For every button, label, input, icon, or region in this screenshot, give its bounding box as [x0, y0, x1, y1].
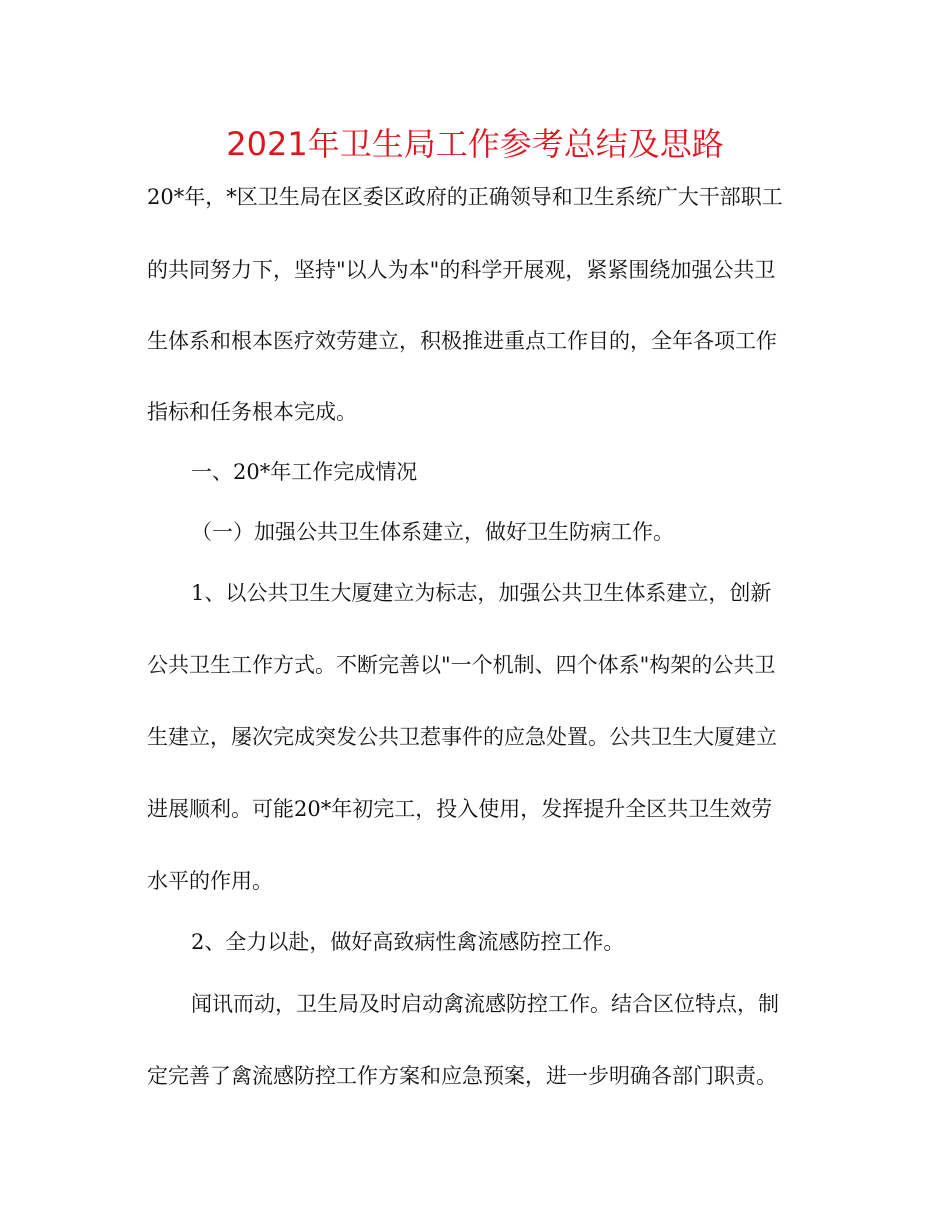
paragraph-line: 水平的作用。 — [147, 869, 273, 893]
subsection-heading: （一）加强公共卫生体系建立，做好卫生防病工作。 — [191, 520, 674, 544]
paragraph-line: 20*年，*区卫生局在区委区政府的正确领导和卫生系统广大干部职工 — [147, 185, 783, 209]
document-title: 2021年卫生局工作参考总结及思路 — [226, 125, 724, 163]
paragraph-line: 1、以公共卫生大厦建立为标志，加强公共卫生体系建立，创新 — [191, 581, 772, 605]
paragraph-line: 定完善了禽流感防控工作方案和应急预案，进一步明确各部门职责。 — [147, 1064, 777, 1088]
paragraph-line: 指标和任务根本完成。 — [147, 400, 357, 424]
paragraph-line: 的共同努力下，坚持"以人为本"的科学开展观，紧紧围绕加强公共卫 — [147, 258, 776, 282]
numbered-heading: 2、全力以赴，做好高致病性禽流感防控工作。 — [191, 930, 625, 954]
paragraph-line: 生体系和根本医疗效劳建立，积极推进重点工作目的，全年各项工作 — [147, 329, 777, 353]
paragraph-line: 生建立，屡次完成突发公共卫惹事件的应急处置。公共卫生大厦建立 — [147, 725, 777, 749]
paragraph-line: 进展顺利。可能20*年初完工，投入使用，发挥提升全区共卫生效劳 — [147, 797, 773, 821]
paragraph-line: 闻讯而动，卫生局及时启动禽流感防控工作。结合区位特点，制 — [191, 992, 779, 1016]
paragraph-line: 公共卫生工作方式。不断完善以"一个机制、四个体系"构架的公共卫 — [147, 653, 776, 677]
section-heading: 一、20*年工作完成情况 — [191, 460, 418, 484]
